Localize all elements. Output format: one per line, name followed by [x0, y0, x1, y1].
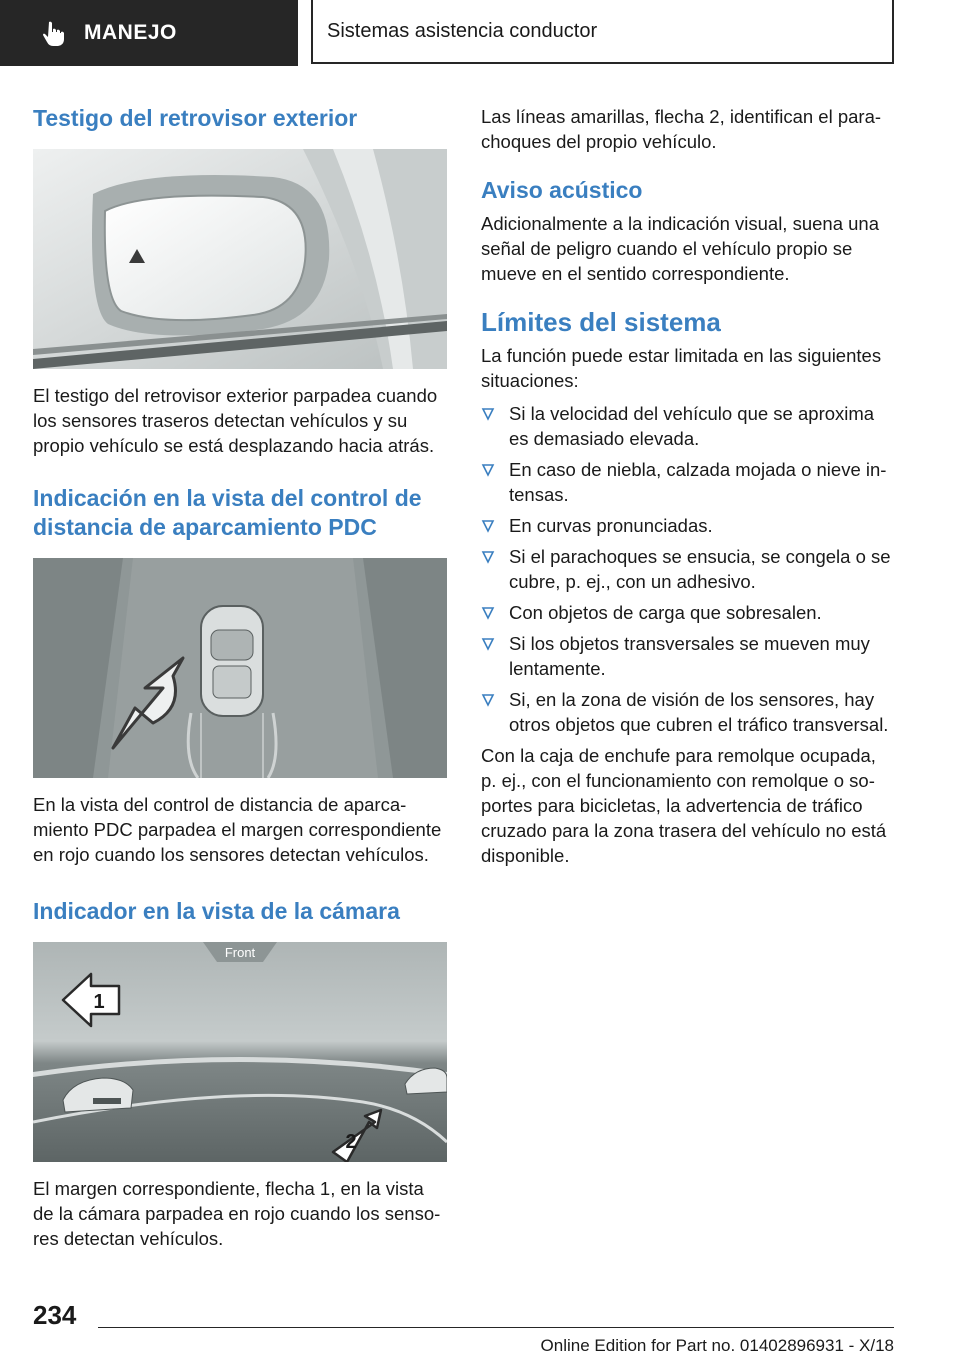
right-column — [481, 100, 895, 868]
paragraph-acoustic: Adicionalmente a la indicación visual, suena una señal de peligro cuando el vehículo propio se mueve en el sentido correspondiente. — [481, 213, 880, 284]
list-item: Con objetos de carga que sobresalen. — [481, 600, 895, 625]
page-number: 234 — [33, 1300, 77, 1330]
list-item: Si el parachoques se ensucia, se congela o se cubre, p. ej., con un adhesivo. — [481, 544, 895, 594]
triangle-bullet-icon — [481, 693, 495, 707]
heading-camera-view: Indicador en la vista de la cámara — [33, 898, 400, 924]
list-item: Si, en la zona de visión de los sensores, hay otros objetos que cubren el tráfico transversal. — [481, 687, 895, 737]
svg-text:2: 2 — [345, 1131, 357, 1153]
triangle-bullet-icon — [481, 550, 495, 564]
list-item: En caso de niebla, calzada mojada o nieve intensas. — [481, 457, 895, 507]
camera-front-label: Front — [224, 945, 256, 960]
pdc-figure — [33, 558, 447, 778]
triangle-bullet-icon — [481, 637, 495, 651]
paragraph-pdc: En la vista del control de distancia de aparcamiento PDC parpadea el margen correspondiente en rojo cuando los sensores detectan vehículos. — [33, 794, 442, 865]
paragraph-limits-intro: La función puede estar limitada en las siguientes situaciones: — [481, 345, 882, 391]
chapter-header — [311, 0, 894, 64]
list-item: Si la velocidad del vehículo que se aproxima es demasiado elevada. — [481, 401, 895, 451]
footer-divider — [98, 1327, 894, 1328]
heading-pdc-view: Indicación en la vista del control de distancia de aparcamiento PDC — [33, 485, 422, 540]
paragraph-yellow-lines: Las líneas amarillas, flecha 2, identifican el parachoques del propio vehículo. — [481, 106, 882, 152]
mirror-figure — [33, 149, 447, 369]
section-tab — [0, 0, 298, 66]
triangle-bullet-icon — [481, 519, 495, 533]
left-column — [33, 100, 447, 1251]
paragraph-mirror: El testigo del retrovisor exterior parpadea cuando los sensores traseros detectan vehículos y su propio vehículo se está desplazando hacia atrás. — [33, 385, 438, 456]
heading-mirror-indicator: Testigo del retrovisor exterior — [33, 105, 358, 131]
triangle-bullet-icon — [481, 606, 495, 620]
list-item: Si los objetos transversales se mueven muy lentamente. — [481, 631, 895, 681]
heading-acoustic-warning: Aviso acústico — [481, 177, 643, 203]
limits-list — [481, 401, 895, 737]
triangle-bullet-icon — [481, 407, 495, 421]
svg-text:1: 1 — [93, 991, 105, 1013]
section-title: MANEJO — [84, 21, 177, 44]
chapter-title: Sistemas asistencia conductor — [327, 19, 598, 42]
list-item: En curvas pronunciadas. — [481, 513, 895, 538]
paragraph-trailer: Con la caja de enchufe para remolque ocupada, p. ej., con el funcionamiento con remolque o soportes para bicicletas, la advertencia de tráfico cruzado para la zona trasera del vehículo no está disponible. — [481, 745, 887, 866]
edition-footer: Online Edition for Part no. 01402896931 - X/18 — [540, 1336, 894, 1355]
camera-figure — [33, 942, 447, 1162]
paragraph-camera: El margen correspondiente, flecha 1, en la vista de la cámara parpadea en rojo cuando los sensores detectan vehículos. — [33, 1178, 441, 1249]
hand-pointer-icon — [40, 19, 68, 47]
triangle-bullet-icon — [481, 463, 495, 477]
heading-system-limits: Límites del sistema — [481, 307, 721, 337]
